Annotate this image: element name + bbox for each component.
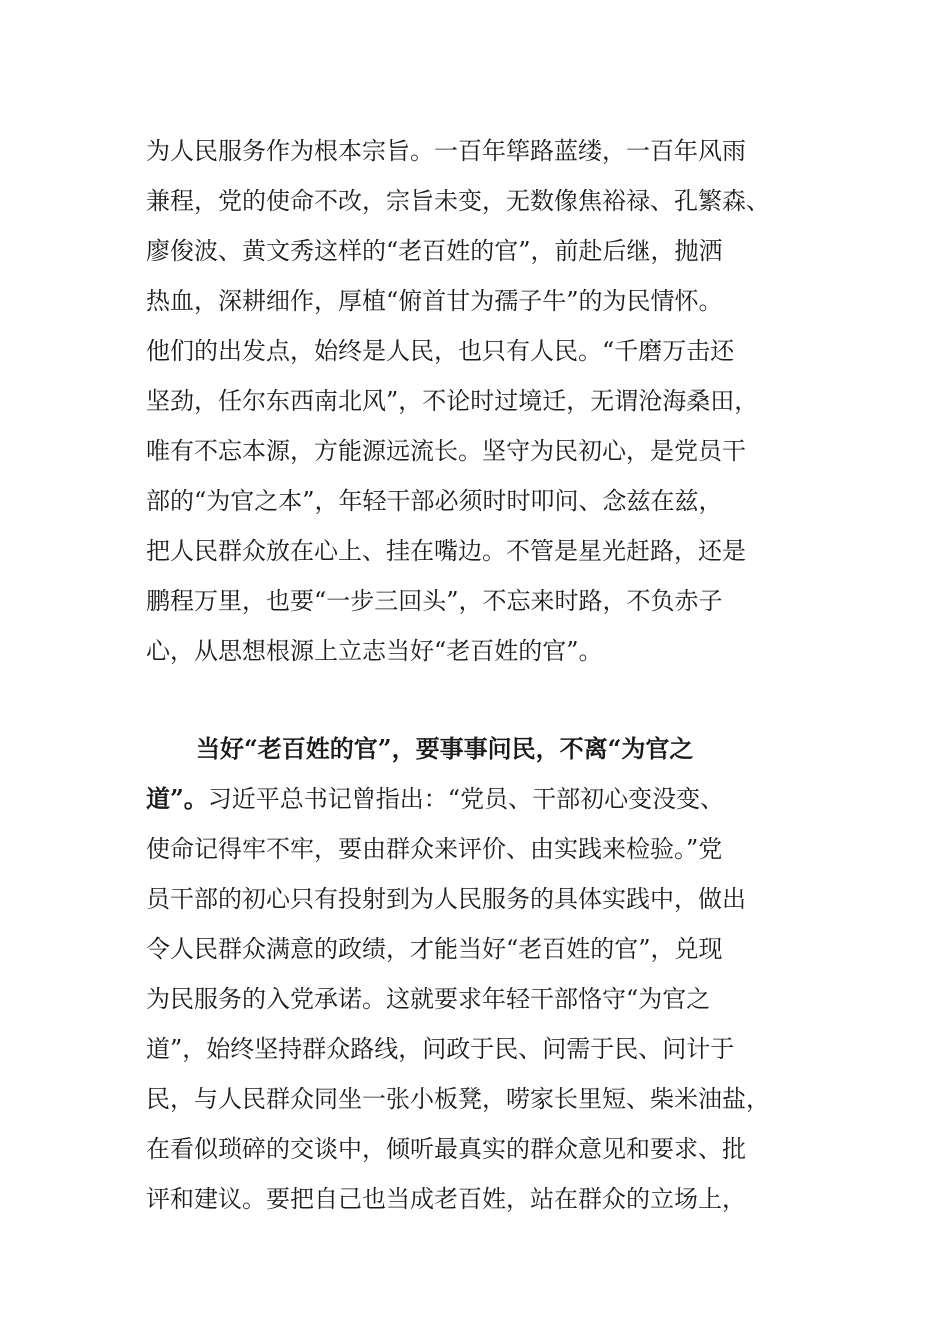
paragraph-line: 唯有不忘本源，方能源远流长。坚守为民初心，是党员干 (146, 437, 746, 465)
paragraph-line: 使命记得牢不牢，要由群众来评价、由实践来检验。”党 (146, 835, 723, 863)
paragraph-line: 为民服务的入党承诺。这就要求年轻干部恪守“为官之 (146, 985, 711, 1013)
paragraph-heading-end: 道”。 (146, 784, 208, 813)
paragraph-line-text: 习近平总书记曾指出：“党员、干部初心变没变、 (207, 785, 725, 813)
paragraph-line: 兼程，党的使命不改，宗旨未变，无数像焦裕禄、孔繁森、 (146, 187, 770, 215)
paragraph-line: 员干部的初心只有投射到为人民服务的具体实践中，做出 (146, 885, 746, 913)
paragraph-line: 为人民服务作为根本宗旨。一百年筚路蓝缕，一百年风雨 (146, 137, 746, 165)
paragraph-heading: 当好“老百姓的官”，要事事问民，不离“为官之 (196, 734, 694, 763)
paragraph-line: 他们的出发点，始终是人民，也只有人民。“千磨万击还 (146, 337, 735, 365)
paragraph-line: 廖俊波、黄文秀这样的“老百姓的官”，前赴后继，抛洒 (146, 237, 723, 265)
paragraph-line: 在看似琐碎的交谈中，倾听最真实的群众意见和要求、批 (146, 1135, 746, 1163)
paragraph-line: 热血，深耕细作，厚植“俯首甘为孺子牛”的为民情怀。 (146, 287, 723, 315)
paragraph-line: 鹏程万里，也要“一步三回头”，不忘来时路，不负赤子 (146, 587, 723, 615)
paragraph-line: 民，与人民群众同坐一张小板凳，唠家长里短、柴米油盐， (146, 1085, 770, 1113)
paragraph-line: 评和建议。要把自己也当成老百姓，站在群众的立场上， (146, 1185, 746, 1213)
paragraph-line (146, 774, 724, 824)
paragraph-line: 把人民群众放在心上、挂在嘴边。不管是星光赶路，还是 (146, 537, 746, 565)
paragraph-line: 部的“为官之本”，年轻干部必须时时叩问、念兹在兹， (146, 487, 723, 515)
paragraph-line: 道”，始终坚持群众路线，问政于民、问需于民、问计于 (146, 1035, 735, 1063)
paragraph-line: 心，从思想根源上立志当好“老百姓的官”。 (146, 637, 603, 665)
paragraph-line: 坚劲，任尔东西南北风”，不论时过境迁，无谓沧海桑田， (146, 387, 759, 415)
paragraph-line: 令人民群众满意的政绩，才能当好“老百姓的官”，兑现 (146, 935, 723, 963)
